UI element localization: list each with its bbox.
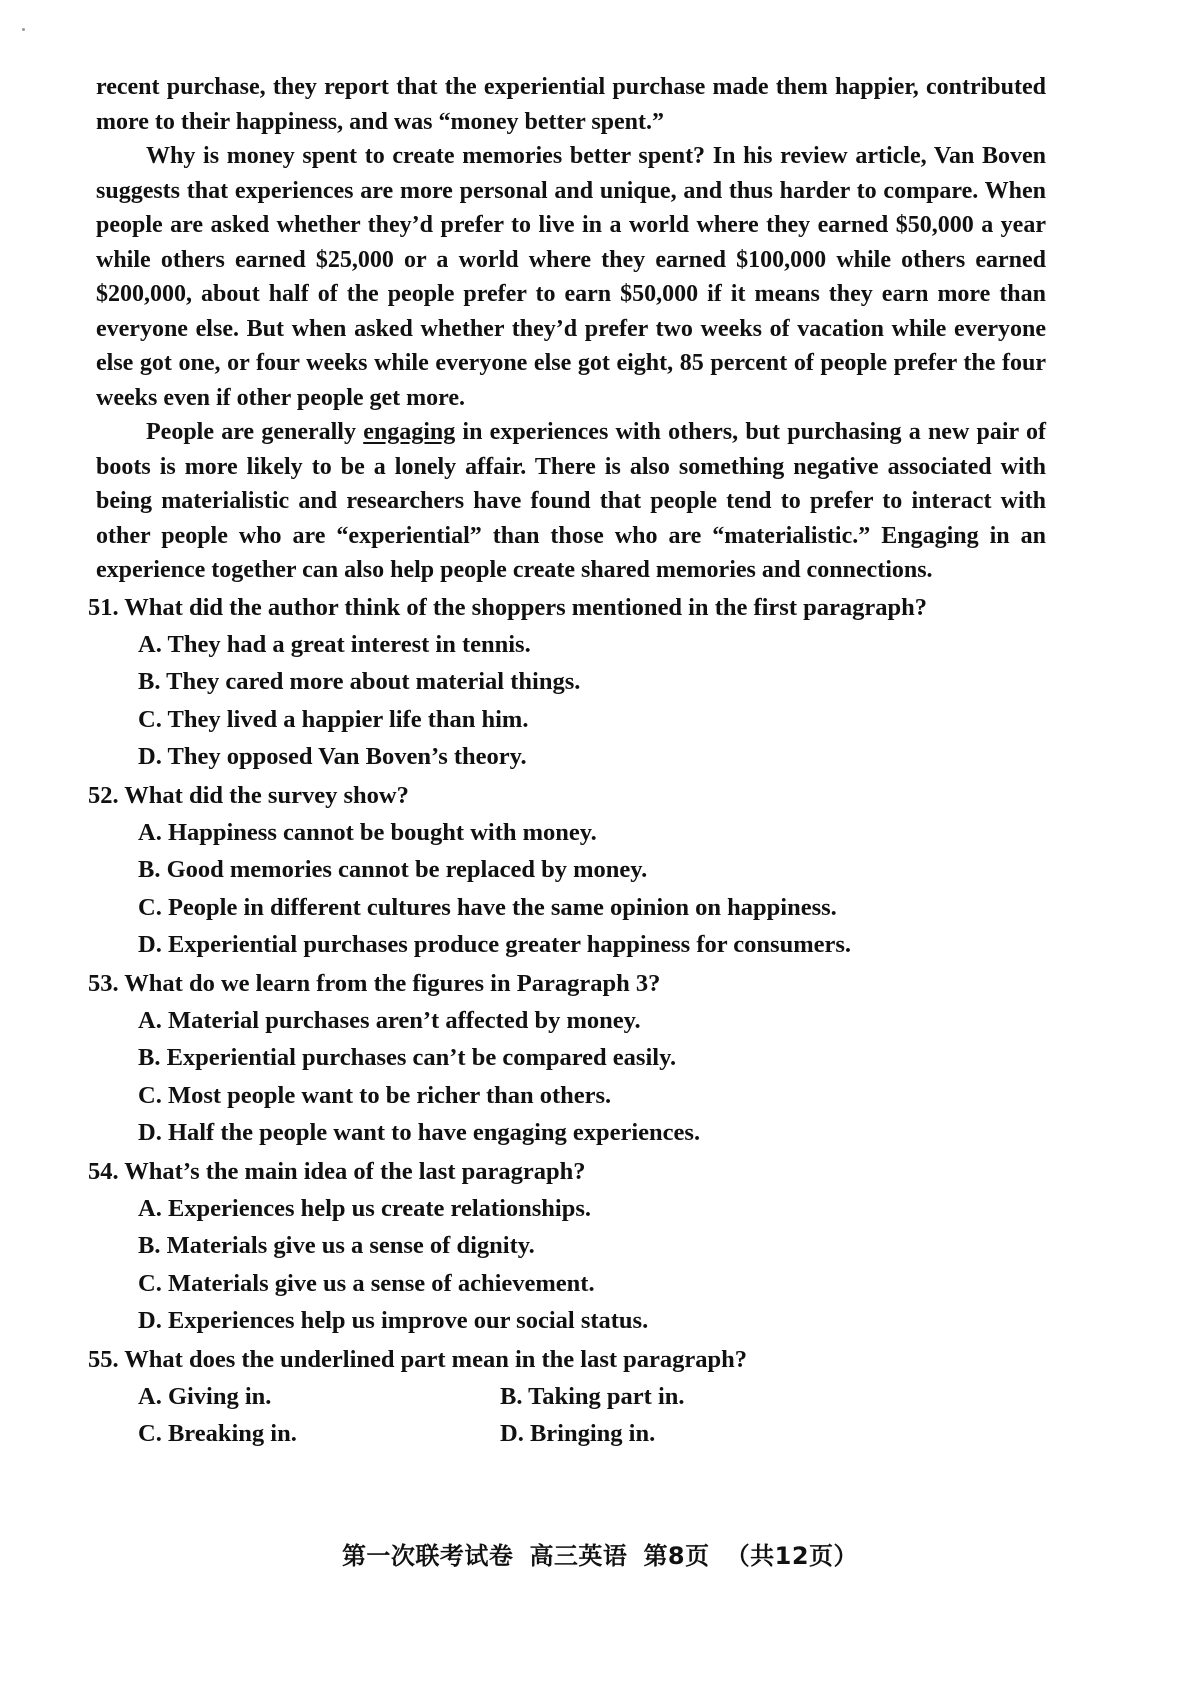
option-d: D. Experiential purchases produce greater happiness for consumers.: [138, 931, 852, 958]
option-c: C. They lived a happier life than him.: [138, 705, 529, 733]
option-d: D. Experiences help us improve our social status.: [138, 1307, 649, 1334]
option-a: A. Giving in.: [138, 1382, 272, 1410]
question-55: [88, 1342, 1046, 1453]
question-stem: 54. What’s the main idea of the last paragraph?: [88, 1157, 586, 1185]
passage-text: in experiences with others, but purchasing a new pair of boots is more likely to be a lonely affair. There is also something negative associated with being materialistic and researchers have found that people tend to prefer to interact with other people who are “experiential” than those who are “materialistic.” Engaging in an experience together can also help people create shared memories and connections.: [96, 419, 1046, 583]
option-d: D. Half the people want to have engaging experiences.: [138, 1119, 701, 1146]
option-a: A. They had a great interest in tennis.: [138, 630, 531, 658]
passage-text: People are generally: [146, 419, 364, 445]
option-b: B. Good memories cannot be replaced by money.: [138, 856, 648, 883]
option-c: C. Breaking in.: [138, 1420, 297, 1447]
underlined-word: engaging: [363, 419, 456, 445]
option-a: A. Experiences help us create relationships.: [138, 1194, 592, 1222]
footer-page-total: （共12页）: [725, 1542, 859, 1570]
option-b: B. They cared more about material things.: [138, 668, 581, 695]
question-52: [88, 778, 1046, 964]
reading-passage: [96, 70, 1046, 588]
scan-speck: [22, 28, 25, 31]
question-stem: 55. What does the underlined part mean in the last paragraph?: [88, 1345, 748, 1373]
passage-paragraph-1: [96, 70, 1046, 139]
option-list: [96, 814, 1046, 964]
option-c: C. Materials give us a sense of achievement.: [138, 1269, 595, 1297]
option-list: [96, 1190, 1046, 1340]
footer-page-number: 第8页: [643, 1542, 710, 1570]
option-a: A. Material purchases aren’t affected by money.: [138, 1006, 641, 1034]
option-c: C. Most people want to be richer than others.: [138, 1081, 612, 1109]
option-b: B. Taking part in.: [500, 1382, 685, 1410]
option-d: D. They opposed Van Boven’s theory.: [138, 743, 527, 770]
option-list: [138, 1378, 1046, 1453]
option-b: B. Experiential purchases can’t be compared easily.: [138, 1044, 677, 1071]
question-51: [88, 590, 1046, 776]
footer-subject: 高三英语: [529, 1542, 628, 1570]
passage-paragraph-2: [96, 139, 1046, 415]
page-content: [88, 70, 1046, 1453]
passage-paragraph-3: [96, 415, 1046, 588]
option-list: [96, 1002, 1046, 1152]
option-b: B. Materials give us a sense of dignity.: [138, 1232, 535, 1259]
question-53: [88, 966, 1046, 1152]
question-stem: 51. What did the author think of the shoppers mentioned in the first paragraph?: [88, 593, 928, 621]
question-stem: 52. What did the survey show?: [88, 781, 409, 809]
page-footer: [0, 1536, 1200, 1571]
question-stem: 53. What do we learn from the figures in Paragraph 3?: [88, 969, 661, 997]
option-c: C. People in different cultures have the same opinion on happiness.: [138, 893, 837, 921]
passage-text: Why is money spent to create memories better spent? In his review article, Van Boven suggests that experiences are more personal and unique, and thus harder to compare. When people are asked whether they’d prefer to live in a world where they earned $50,000 a year while others earned $25,000 or a world where they earned $100,000 while others earned $200,000, about half of the people prefer to earn $50,000 if it means they earn more than everyone else. But when asked whether they’d prefer two weeks of vacation while everyone else got one, or four weeks while everyone else got eight, 85 percent of people prefer the four weeks even if other people get more.: [96, 143, 1046, 411]
question-54: [88, 1154, 1046, 1340]
option-list: [96, 626, 1046, 776]
option-a: A. Happiness cannot be bought with money.: [138, 818, 597, 846]
passage-text: recent purchase, they report that the experiential purchase made them happier, contributed more to their happiness, and was “money better spent.”: [96, 74, 1046, 135]
option-d: D. Bringing in.: [500, 1420, 656, 1447]
footer-exam-name: 第一次联考试卷: [341, 1542, 514, 1570]
